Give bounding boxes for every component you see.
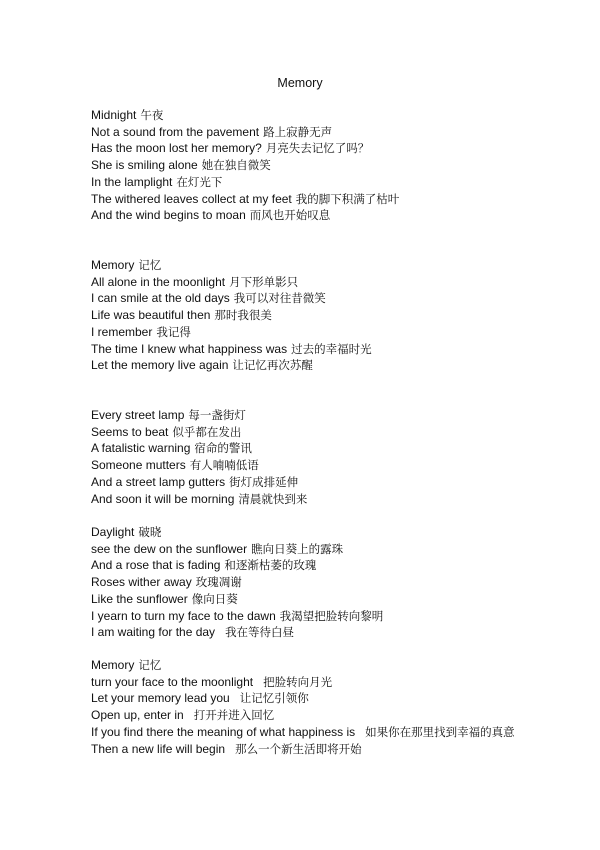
poem-line xyxy=(91,290,551,307)
line-english: Daylight xyxy=(91,525,135,539)
stanza-1 xyxy=(91,107,551,224)
poem-line xyxy=(91,474,551,491)
line-chinese: 瞧向日葵上的露珠 xyxy=(251,541,344,556)
line-chinese: 破晓 xyxy=(138,525,162,539)
stanza-4 xyxy=(91,524,551,641)
document-title: Memory xyxy=(277,76,323,90)
poem-line xyxy=(91,591,551,608)
poem-line xyxy=(91,707,551,724)
line-chinese: 午夜 xyxy=(140,108,164,122)
poem-line xyxy=(91,357,551,374)
poem-line xyxy=(91,624,551,641)
line-english: I am waiting for the day xyxy=(91,625,216,640)
line-chinese: 月下形单影只 xyxy=(229,274,299,289)
line-chinese: 似乎都在发出 xyxy=(172,424,242,439)
line-chinese: 月亮失去记忆了吗？ xyxy=(265,141,370,156)
poem-line xyxy=(91,440,551,457)
line-english: Roses wither away xyxy=(91,575,192,590)
line-chinese: 清晨就快到来 xyxy=(238,491,308,506)
line-chinese: 让记忆引领你 xyxy=(239,691,309,706)
poem-line xyxy=(91,407,551,424)
line-english: And soon it will be morning xyxy=(91,491,235,506)
poem-line xyxy=(91,257,551,274)
line-english: If you find there the meaning of what happiness is xyxy=(91,724,356,739)
poem-line xyxy=(91,124,551,141)
line-english: Memory xyxy=(91,258,135,272)
poem-line xyxy=(91,157,551,174)
line-english: And a rose that is fading xyxy=(91,558,221,573)
line-english: see the dew on the sunflower xyxy=(91,541,248,556)
line-english: I yearn to turn my face to the dawn xyxy=(91,608,276,623)
line-chinese: 有人喃喃低语 xyxy=(189,458,259,473)
poem-line xyxy=(91,741,551,758)
line-chinese: 过去的幸福时光 xyxy=(291,341,372,356)
line-chinese: 和逐渐枯萎的玫瑰 xyxy=(224,558,317,573)
poem-line xyxy=(91,274,551,291)
poem-line xyxy=(91,491,551,508)
poem-line xyxy=(91,341,551,358)
line-english: I remember xyxy=(91,324,153,339)
poem-line xyxy=(91,524,551,541)
line-english: Every street lamp xyxy=(91,408,185,422)
line-chinese: 我的脚下积满了枯叶 xyxy=(295,191,400,206)
line-english: And the wind begins to moan xyxy=(91,208,246,223)
line-english: The time I knew what happiness was xyxy=(91,341,288,356)
line-chinese: 我记得 xyxy=(156,324,191,339)
line-chinese: 如果你在那里找到幸福的真意 xyxy=(365,724,515,739)
line-english: turn your face to the moonlight xyxy=(91,674,254,689)
line-chinese: 宿命的警讯 xyxy=(194,441,252,456)
line-chinese: 我在等待白昼 xyxy=(225,625,295,640)
stanza-5 xyxy=(91,657,551,757)
line-chinese: 记忆 xyxy=(138,658,162,672)
line-english: And a street lamp gutters xyxy=(91,474,226,489)
line-english: Let the memory live again xyxy=(91,358,229,373)
line-english: Life was beautiful then xyxy=(91,308,211,323)
line-chinese: 在灯光下 xyxy=(176,174,223,189)
line-chinese: 像向日葵 xyxy=(191,591,238,606)
line-chinese: 路上寂静无声 xyxy=(263,124,333,139)
line-chinese: 玫瑰凋谢 xyxy=(195,575,242,590)
line-english: Open up, enter in xyxy=(91,708,184,723)
line-chinese: 那时我很美 xyxy=(214,308,272,323)
poem-line xyxy=(91,657,551,674)
poem-line xyxy=(91,324,551,341)
line-english: Let your memory lead you xyxy=(91,691,230,706)
poem-line xyxy=(91,207,551,224)
line-english: She is smiling alone xyxy=(91,158,198,173)
line-english: In the lamplight xyxy=(91,174,173,189)
line-chinese: 而风也开始叹息 xyxy=(249,208,331,223)
poem-line xyxy=(91,674,551,691)
line-chinese: 记忆 xyxy=(138,258,162,272)
line-chinese: 我渴望把脸转向黎明 xyxy=(279,608,384,623)
poem-line xyxy=(91,307,551,324)
stanza-3 xyxy=(91,407,551,507)
line-english: Memory xyxy=(91,658,135,672)
line-chinese: 打开并进入回忆 xyxy=(193,708,275,723)
line-chinese: 我可以对往昔微笑 xyxy=(233,291,326,306)
line-chinese: 每一盏街灯 xyxy=(188,408,246,422)
line-english: Has the moon lost her memory? xyxy=(91,141,262,156)
line-english: I can smile at the old days xyxy=(91,291,230,306)
line-english: All alone in the moonlight xyxy=(91,274,226,289)
line-english: A fatalistic warning xyxy=(91,441,191,456)
stanza-2 xyxy=(91,257,551,374)
poem-line xyxy=(91,424,551,441)
line-english: Seems to beat xyxy=(91,424,169,439)
line-english: Then a new life will begin xyxy=(91,741,226,756)
line-english: Like the sunflower xyxy=(91,591,188,606)
line-english: Someone mutters xyxy=(91,458,186,473)
poem-line xyxy=(91,191,551,208)
line-english: The withered leaves collect at my feet xyxy=(91,191,292,206)
line-chinese: 街灯成排延伸 xyxy=(229,474,299,489)
poem-line xyxy=(91,140,551,157)
line-chinese: 她在独自微笑 xyxy=(201,158,271,173)
line-chinese: 让记忆再次苏醒 xyxy=(232,358,313,373)
poem-line xyxy=(91,107,551,124)
line-chinese: 把脸转向月光 xyxy=(263,674,333,689)
poem-line xyxy=(91,690,551,707)
poem-line xyxy=(91,541,551,558)
poem-line xyxy=(91,608,551,625)
poem-line xyxy=(91,557,551,574)
line-chinese: 那么一个新生活即将开始 xyxy=(235,741,362,756)
poem-line xyxy=(91,457,551,474)
line-english: Midnight xyxy=(91,108,137,122)
poem-line xyxy=(91,724,551,741)
poem-line xyxy=(91,574,551,591)
line-english: Not a sound from the pavement xyxy=(91,124,260,139)
poem-line xyxy=(91,174,551,191)
